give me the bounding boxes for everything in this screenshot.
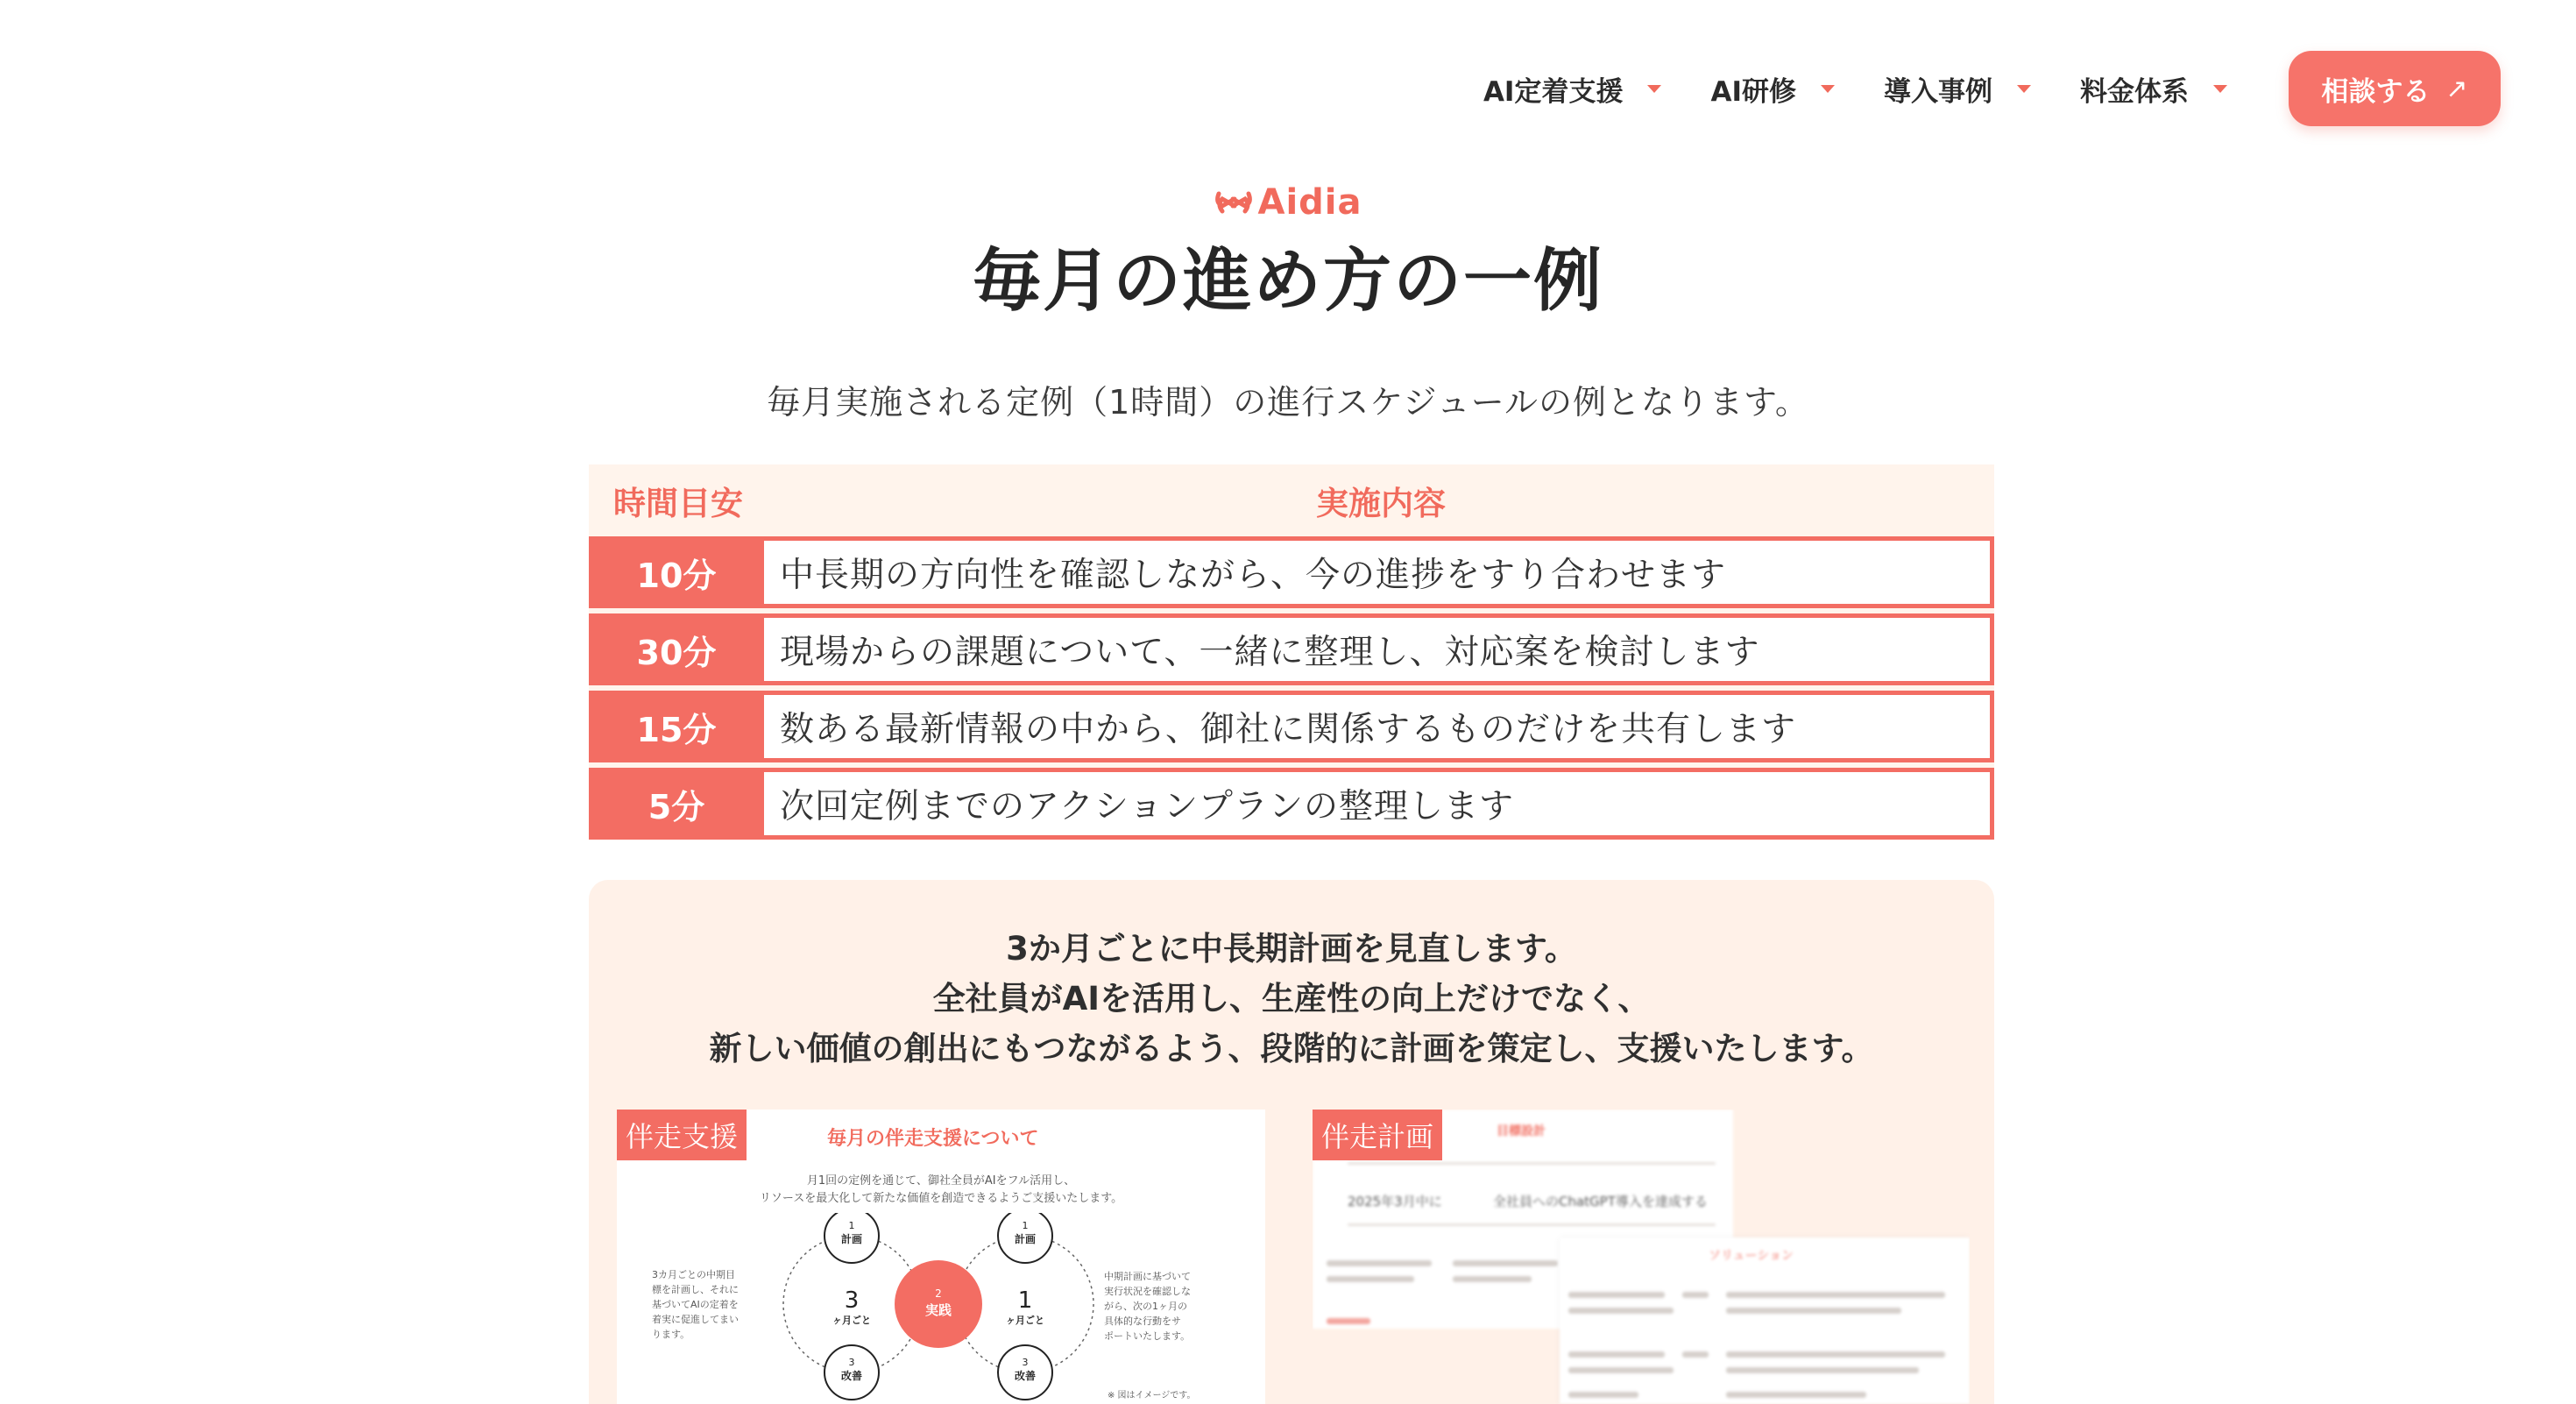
nav-item-ai-training[interactable]: [1710, 69, 1835, 109]
note-line: 具体的な行動をサ: [1104, 1315, 1181, 1327]
cycle-number: 3: [844, 1287, 860, 1314]
plan-section: [589, 880, 1994, 1404]
caret-down-icon: [2017, 85, 2031, 93]
cycle-period: ヶ月ごと: [832, 1315, 871, 1326]
left-note: [652, 1267, 739, 1342]
node-label: 計画: [1014, 1233, 1037, 1245]
desc-line: リソースを最大化して新たな価値を創造できるようご支援いたします。: [759, 1192, 1123, 1205]
support-tag: 伴走支援: [617, 1110, 747, 1160]
schedule-row: [589, 613, 1994, 685]
node-num: 1: [1022, 1220, 1029, 1231]
caret-down-icon: [2213, 85, 2227, 93]
node-label: 改善: [1014, 1370, 1037, 1382]
note-line: ポートいたします。: [1104, 1330, 1191, 1342]
node-num: 3: [1022, 1357, 1029, 1368]
note-line: 基づいてAIの定着を: [652, 1299, 739, 1310]
schedule-table: [589, 464, 1994, 840]
hub-label: 実践: [924, 1302, 952, 1318]
node-num: 1: [848, 1220, 855, 1231]
desc-line: 月1回の定例を通じて、御社全員がAIをフル活用し、: [806, 1174, 1076, 1188]
schedule-content: 次回定例までのアクションプランの整理します: [780, 787, 1515, 826]
nav-item-pricing[interactable]: [2080, 69, 2227, 109]
brand-name: Aidia: [1257, 182, 1362, 223]
note-line: 中期計画に基づいて: [1104, 1271, 1191, 1282]
cycle-number: 1: [1017, 1287, 1033, 1314]
brand-mark-icon: [1214, 187, 1254, 218]
nav-item-label: AI定着支援: [1483, 75, 1624, 108]
note-line: 着実に促進してまい: [652, 1314, 739, 1325]
header-content: 実施内容: [1316, 485, 1446, 522]
sheet-goal: 全社員へのChatGPT導入を達成する: [1493, 1194, 1708, 1209]
consult-button-label: 相談する: [2321, 75, 2431, 108]
nav-item-ai-adoption[interactable]: [1483, 69, 1662, 109]
schedule-time: 30分: [589, 613, 764, 685]
plan-tag: 伴走計画: [1313, 1110, 1442, 1160]
schedule-row: [589, 768, 1994, 840]
schedule-time: 15分: [589, 691, 764, 762]
hub-num: 2: [935, 1287, 942, 1300]
support-card: [617, 1110, 1265, 1404]
nav-item-label: AI研修: [1710, 75, 1796, 108]
footnote: ※ 図はイメージです。: [1108, 1391, 1196, 1400]
note-line: ります。: [652, 1329, 690, 1340]
schedule-row: [589, 691, 1994, 762]
main-nav: [1483, 51, 2501, 126]
plan-line: 3か月ごとに中長期計画を見直します。: [1006, 930, 1577, 968]
nav-item-case-studies[interactable]: [1884, 69, 2031, 109]
cycle-period: ヶ月ごと: [1006, 1315, 1044, 1326]
sheet-label: 目標設計: [1497, 1124, 1546, 1138]
node-label: 改善: [840, 1370, 863, 1382]
note-line: がら、次の1ヶ月の: [1104, 1301, 1187, 1312]
caret-down-icon: [1821, 85, 1835, 93]
brand-logo: [0, 182, 2576, 223]
schedule-header: [589, 464, 1994, 536]
node-num: 3: [848, 1357, 855, 1368]
support-card-title: 毎月の伴走支援について: [827, 1128, 1039, 1150]
cycle-diagram: [766, 1213, 1099, 1404]
schedule-content: 数ある最新情報の中から、御社に関係するものだけを共有します: [780, 710, 1797, 749]
caret-down-icon: [1647, 85, 1661, 93]
plan-sheet-front: [1560, 1237, 1970, 1404]
page-title: 毎月の進め方の一例: [972, 242, 1603, 321]
schedule-content: 中長期の方向性を確認しながら、今の進捗をすり合わせます: [780, 556, 1727, 595]
plan-card: [1313, 1110, 1970, 1404]
page-subtitle: 毎月実施される定例（1時間）の進行スケジュールの例となります。: [767, 383, 1809, 422]
solution-label: ソリューション: [1709, 1249, 1794, 1263]
sheet-date: 2025年3月中に: [1348, 1194, 1442, 1209]
schedule-content: 現場からの課題について、一緒に整理し、対応案を検討します: [780, 633, 1760, 672]
schedule-time: 10分: [589, 536, 764, 608]
plan-line: 全社員がAIを活用し、生産性の向上だけでなく、: [932, 980, 1651, 1018]
support-card-desc: [617, 1173, 1265, 1208]
external-arrow-icon: ↗: [2445, 73, 2468, 104]
right-note: [1104, 1269, 1191, 1344]
schedule-time: 5分: [589, 768, 764, 840]
note-line: 実行状況を確認しな: [1104, 1286, 1191, 1297]
consult-button[interactable]: [2289, 51, 2501, 126]
header-time: 時間目安: [613, 485, 743, 522]
nav-item-label: 料金体系: [2080, 75, 2189, 108]
plan-line: 新しい価値の創出にもつながるよう、段階的に計画を策定し、支援いたします。: [709, 1030, 1874, 1067]
node-label: 計画: [840, 1233, 863, 1245]
nav-item-label: 導入事例: [1884, 75, 1992, 108]
note-line: 標を計画し、それに: [652, 1284, 739, 1295]
plan-description: [589, 924, 1994, 1074]
schedule-row: [589, 536, 1994, 608]
note-line: 3カ月ごとの中期目: [652, 1269, 735, 1280]
